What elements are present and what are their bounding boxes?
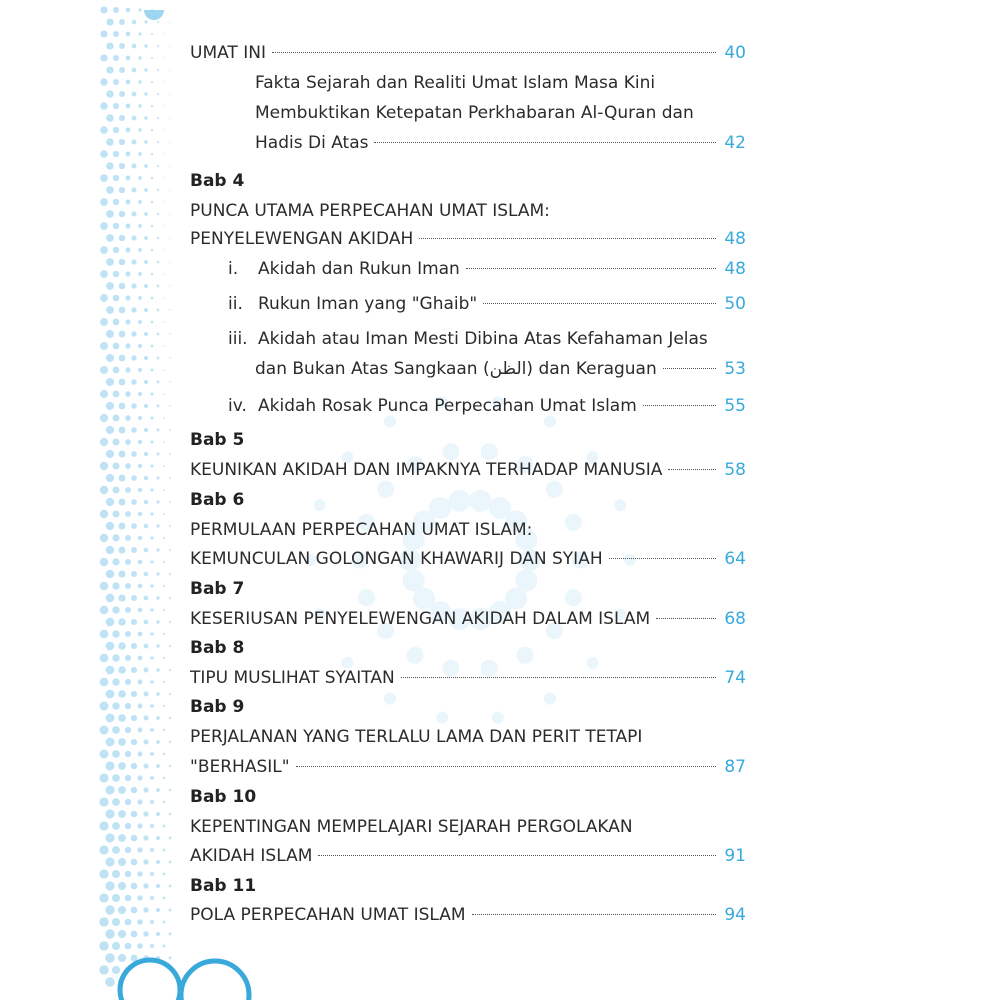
- toc-entry[interactable]: [190, 900, 746, 930]
- dot-leader: [483, 303, 716, 304]
- entry-title: KEMUNCULAN GOLONGAN KHAWARIJ DAN SYIAH: [190, 549, 603, 569]
- page-number: 53: [724, 359, 746, 379]
- entry-title: TIPU MUSLIHAT SYAITAN: [190, 668, 395, 688]
- toc-entry[interactable]: [190, 841, 746, 871]
- entry-title: KESERIUSAN PENYELEWENGAN AKIDAH DALAM ISLAM: [190, 609, 651, 629]
- page-number: 50: [724, 294, 746, 314]
- page-number: 48: [724, 229, 746, 249]
- page-number: 74: [724, 668, 746, 688]
- toc-subentry[interactable]: [255, 354, 746, 384]
- toc-entry[interactable]: [190, 752, 746, 782]
- chapter-heading: Bab 4: [190, 171, 245, 191]
- toc-entry: [190, 722, 746, 752]
- dot-leader: [643, 405, 716, 406]
- entry-title: PENYELEWENGAN AKIDAH: [190, 229, 414, 249]
- toc-subentry: [228, 324, 746, 354]
- entry-title: dan Bukan Atas Sangkaan (الظن) dan Keraguan: [255, 359, 657, 379]
- dot-leader: [656, 618, 716, 619]
- entry-title: Rukun Iman yang "Ghaib": [258, 294, 478, 314]
- dot-leader: [401, 677, 716, 678]
- toc-entry: [255, 68, 746, 98]
- toc-entry: [190, 515, 746, 545]
- entry-title: Akidah atau Iman Mesti Dibina Atas Kefahaman Jelas: [258, 329, 708, 349]
- toc-subentry[interactable]: [228, 254, 746, 284]
- toc-entry[interactable]: [190, 224, 746, 254]
- dot-leader: [466, 268, 716, 269]
- dot-leader: [472, 914, 716, 915]
- dot-leader: [374, 142, 716, 143]
- roman-numeral: ii.: [228, 294, 243, 314]
- page-number: 58: [724, 460, 746, 480]
- entry-title: PUNCA UTAMA PERPECAHAN UMAT ISLAM:: [190, 201, 550, 221]
- chapter-heading: Bab 8: [190, 638, 245, 658]
- entry-title: Hadis Di Atas: [255, 133, 369, 153]
- chapter-heading: Bab 7: [190, 579, 245, 599]
- toc-entry: [255, 98, 746, 128]
- roman-numeral: iii.: [228, 329, 248, 349]
- entry-title: AKIDAH ISLAM: [190, 846, 313, 866]
- chapter-heading: Bab 10: [190, 787, 257, 807]
- roman-numeral: i.: [228, 259, 239, 279]
- entry-title: KEPENTINGAN MEMPELAJARI SEJARAH PERGOLAKAN: [190, 817, 633, 837]
- entry-title: UMAT INI: [190, 43, 266, 63]
- dot-leader: [272, 52, 716, 53]
- entry-title: "BERHASIL": [190, 757, 290, 777]
- toc-entry[interactable]: [190, 38, 746, 68]
- dot-leader: [663, 368, 716, 369]
- toc-entry[interactable]: [190, 544, 746, 574]
- page-number: 87: [724, 757, 746, 777]
- chapter-heading: Bab 6: [190, 490, 245, 510]
- page-number: 64: [724, 549, 746, 569]
- toc-entry: [190, 812, 746, 842]
- chapter-heading: Bab 5: [190, 430, 245, 450]
- page-number: 94: [724, 905, 746, 925]
- dot-leader: [296, 766, 716, 767]
- dot-leader: [668, 469, 716, 470]
- chapter-heading: Bab 9: [190, 697, 245, 717]
- toc-subentry[interactable]: [228, 289, 746, 319]
- dot-leader: [609, 558, 716, 559]
- entry-title: Akidah dan Rukun Iman: [258, 259, 460, 279]
- toc-entry[interactable]: [255, 128, 746, 158]
- dot-leader: [318, 855, 716, 856]
- entry-title: Fakta Sejarah dan Realiti Umat Islam Masa Kini: [255, 73, 656, 93]
- entry-title: POLA PERPECAHAN UMAT ISLAM: [190, 905, 466, 925]
- entry-title: KEUNIKAN AKIDAH DAN IMPAKNYA TERHADAP MANUSIA: [190, 460, 663, 480]
- entry-title: Akidah Rosak Punca Perpecahan Umat Islam: [258, 396, 637, 416]
- entry-title: PERJALANAN YANG TERLALU LAMA DAN PERIT TETAPI: [190, 727, 643, 747]
- page-number: 68: [724, 609, 746, 629]
- page-number: 55: [724, 396, 746, 416]
- toc-entry[interactable]: [190, 455, 746, 485]
- page-number: 40: [724, 43, 746, 63]
- toc-subentry[interactable]: [228, 391, 746, 421]
- toc-entry[interactable]: [190, 663, 746, 693]
- entry-title: PERMULAAN PERPECAHAN UMAT ISLAM:: [190, 520, 533, 540]
- page-number: 91: [724, 846, 746, 866]
- page-number: 48: [724, 259, 746, 279]
- chapter-heading: Bab 11: [190, 876, 257, 896]
- toc-entry: [190, 196, 746, 226]
- entry-title: Membuktikan Ketepatan Perkhabaran Al-Quran dan: [255, 103, 694, 123]
- toc-entry[interactable]: [190, 604, 746, 634]
- dot-leader: [419, 238, 716, 239]
- page-number: 42: [724, 133, 746, 153]
- roman-numeral: iv.: [228, 396, 247, 416]
